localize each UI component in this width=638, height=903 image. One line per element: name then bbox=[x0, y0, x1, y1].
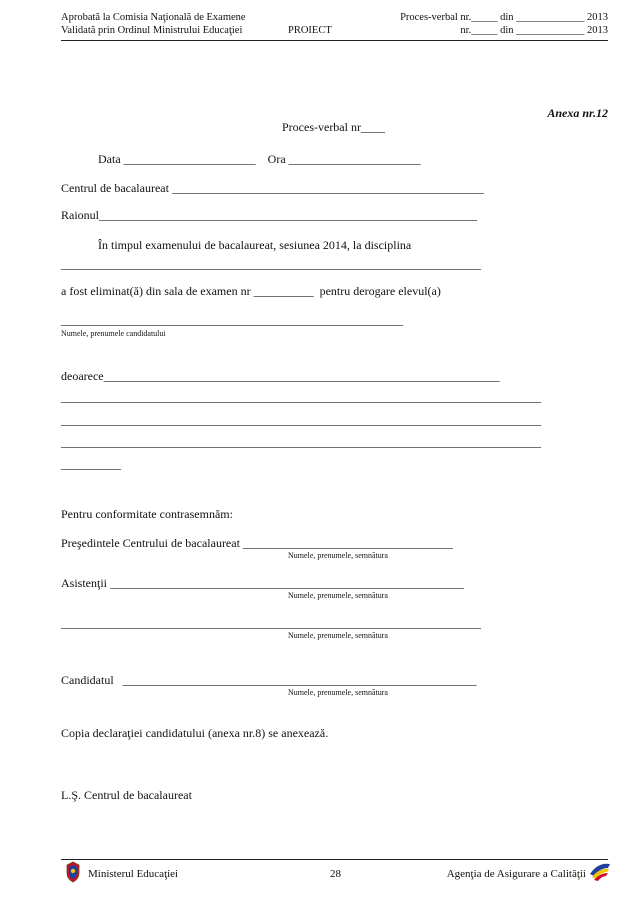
reason-line-2: ________________________________________________________________________________ bbox=[61, 413, 541, 427]
reason-line-3: ________________________________________________________________________________ bbox=[61, 435, 541, 449]
candidate-signature-line: Candidatul ___________________________________________________________ bbox=[61, 673, 477, 687]
signatures-heading: Pentru conformitate contrasemnăm: bbox=[61, 507, 233, 521]
center-field: Centrul de bacalaureat ____________________________________________________ bbox=[61, 181, 484, 195]
stamp-label: L.Ş. Centrul de bacalaureat bbox=[61, 788, 192, 802]
agency-name: Agenţia de Asigurare a Calităţii bbox=[446, 868, 586, 880]
elimination-statement: a fost eliminat(ă) din sala de examen nr __________ pentru derogare elevul(a) bbox=[61, 284, 441, 298]
district-field: Raionul_______________________________________________________________ bbox=[61, 208, 477, 222]
reason-line-4: __________ bbox=[61, 457, 121, 471]
date-time-field: Data ______________________ Ora ______________________ bbox=[98, 152, 421, 166]
candidate-caption: Numele, prenumele candidatului bbox=[61, 329, 166, 338]
footer-divider bbox=[61, 859, 608, 860]
draft-label: PROIECT bbox=[288, 25, 332, 36]
candidate-signature-caption: Numele, prenumele, semnătura bbox=[288, 688, 388, 697]
document-title: Proces-verbal nr____ bbox=[282, 120, 385, 134]
discipline-line: ______________________________________________________________________ bbox=[61, 257, 481, 271]
page-number: 28 bbox=[330, 868, 341, 880]
ministry-name: Ministerul Educaţiei bbox=[88, 868, 179, 880]
minutes-number-line: Proces-verbal nr._____ din _____________ 2013 bbox=[400, 12, 608, 23]
header-divider bbox=[61, 40, 608, 41]
assistants-caption: Numele, prenumele, semnătura bbox=[288, 591, 388, 600]
assistants-signature-line: Asistenţii ___________________________________________________________ bbox=[61, 576, 465, 590]
copy-note: Copia declaraţiei candidatului (anexa nr.8) se anexează. bbox=[61, 726, 329, 740]
annex-label: Anexa nr.12 bbox=[547, 106, 608, 120]
reason-field: deoarece__________________________________________________________________ bbox=[61, 369, 500, 383]
reason-line-1: ________________________________________________________________________________ bbox=[61, 390, 541, 404]
exam-intro: În timpul examenului de bacalaureat, sesiunea 2014, la disciplina bbox=[98, 238, 412, 252]
minutes-number-line-2: nr._____ din _____________ 2013 bbox=[460, 25, 608, 36]
validation-line: Validată prin Ordinul Ministrului Educaţiei bbox=[61, 25, 243, 36]
second-assistant-line: ______________________________________________________________________ bbox=[61, 616, 481, 630]
president-caption: Numele, prenumele, semnătura bbox=[288, 551, 388, 560]
approval-line: Aprobată la Comisia Naţională de Examene bbox=[61, 12, 246, 23]
second-assistant-caption: Numele, prenumele, semnătura bbox=[288, 631, 388, 640]
agency-logo-icon bbox=[588, 860, 612, 882]
coat-of-arms-icon bbox=[65, 861, 81, 883]
president-signature-line: Preşedintele Centrului de bacalaureat ___________________________________ bbox=[61, 536, 453, 550]
candidate-name-line: _________________________________________________________ bbox=[61, 313, 403, 327]
